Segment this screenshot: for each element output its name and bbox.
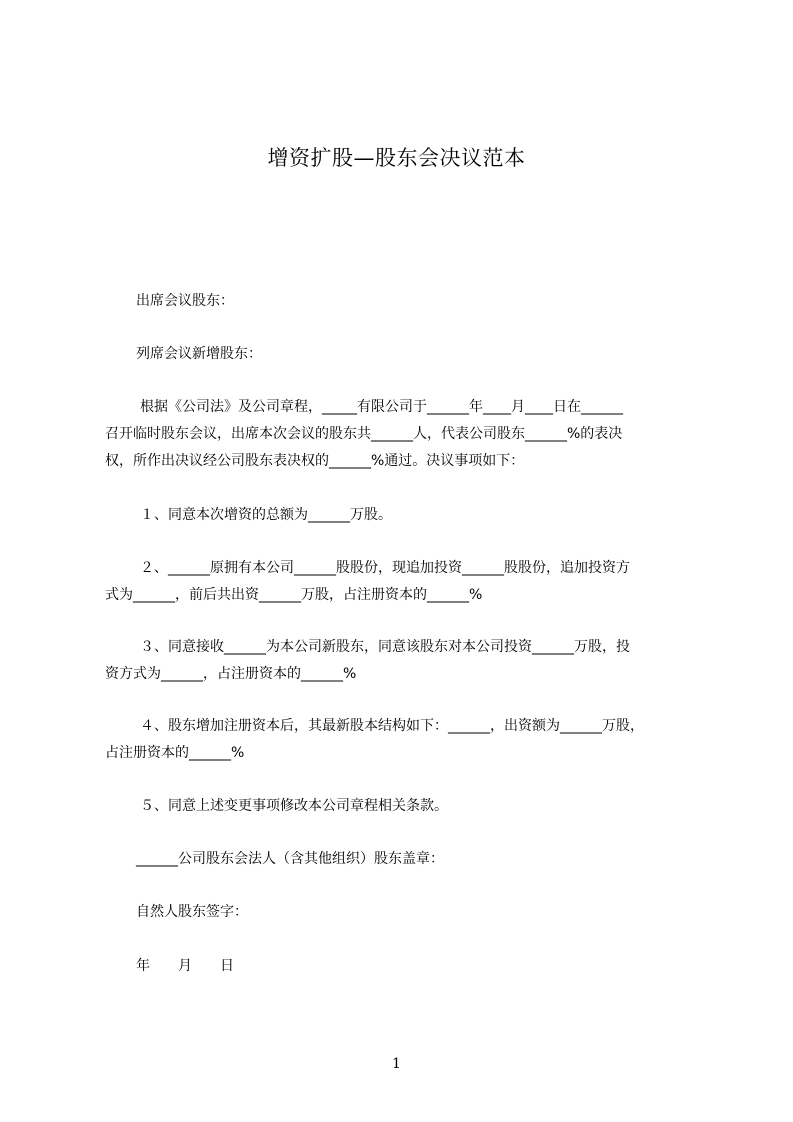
intro-line-2: 召开临时股东会议，出席本次会议的股东共______人，代表公司股东______%的表决: [105, 426, 623, 442]
corporate-seal-line: ______公司股东会法人（含其他组织）股东盖章：: [136, 851, 444, 867]
document-title: 增资扩股—股东会决议范本: [267, 146, 526, 170]
attending-shareholders-label: 出席会议股东：: [136, 293, 234, 309]
intro-line-3: 权，所作出决议经公司股东表决权的______%通过。决议事项如下：: [105, 453, 525, 469]
resolution-item-1: １、同意本次增资的总额为______万股。: [140, 507, 392, 523]
page-number: 1: [392, 1056, 401, 1072]
resolution-item-3: ３、同意接收______为本公司新股东，同意该股东对本公司投资______万股，投 资方式为______，占注册资本的______%: [105, 639, 630, 682]
new-shareholders-label: 列席会议新增股东：: [136, 346, 262, 362]
resolution-item-5: ５、同意上述变更事项修改本公司章程相关条款。: [140, 798, 448, 814]
intro-paragraph: [105, 394, 705, 475]
intro-line-1: 根据《公司法》及公司章程，_____有限公司于______年____月____日在______: [140, 399, 623, 415]
natural-person-signature-line: 自然人股东签字：: [136, 904, 248, 920]
date-line: 年 月 日: [136, 958, 234, 974]
resolution-item-4: ４、股东增加注册资本后，其最新股本结构如下：______，出资额为______万股， 占注册资本的______%: [105, 718, 644, 761]
resolution-item-2: ２、______原拥有本公司______股股份，现追加投资______股股份，追加投资方 式为______，前后共出资______万股，占注册资本的______%: [105, 560, 630, 603]
